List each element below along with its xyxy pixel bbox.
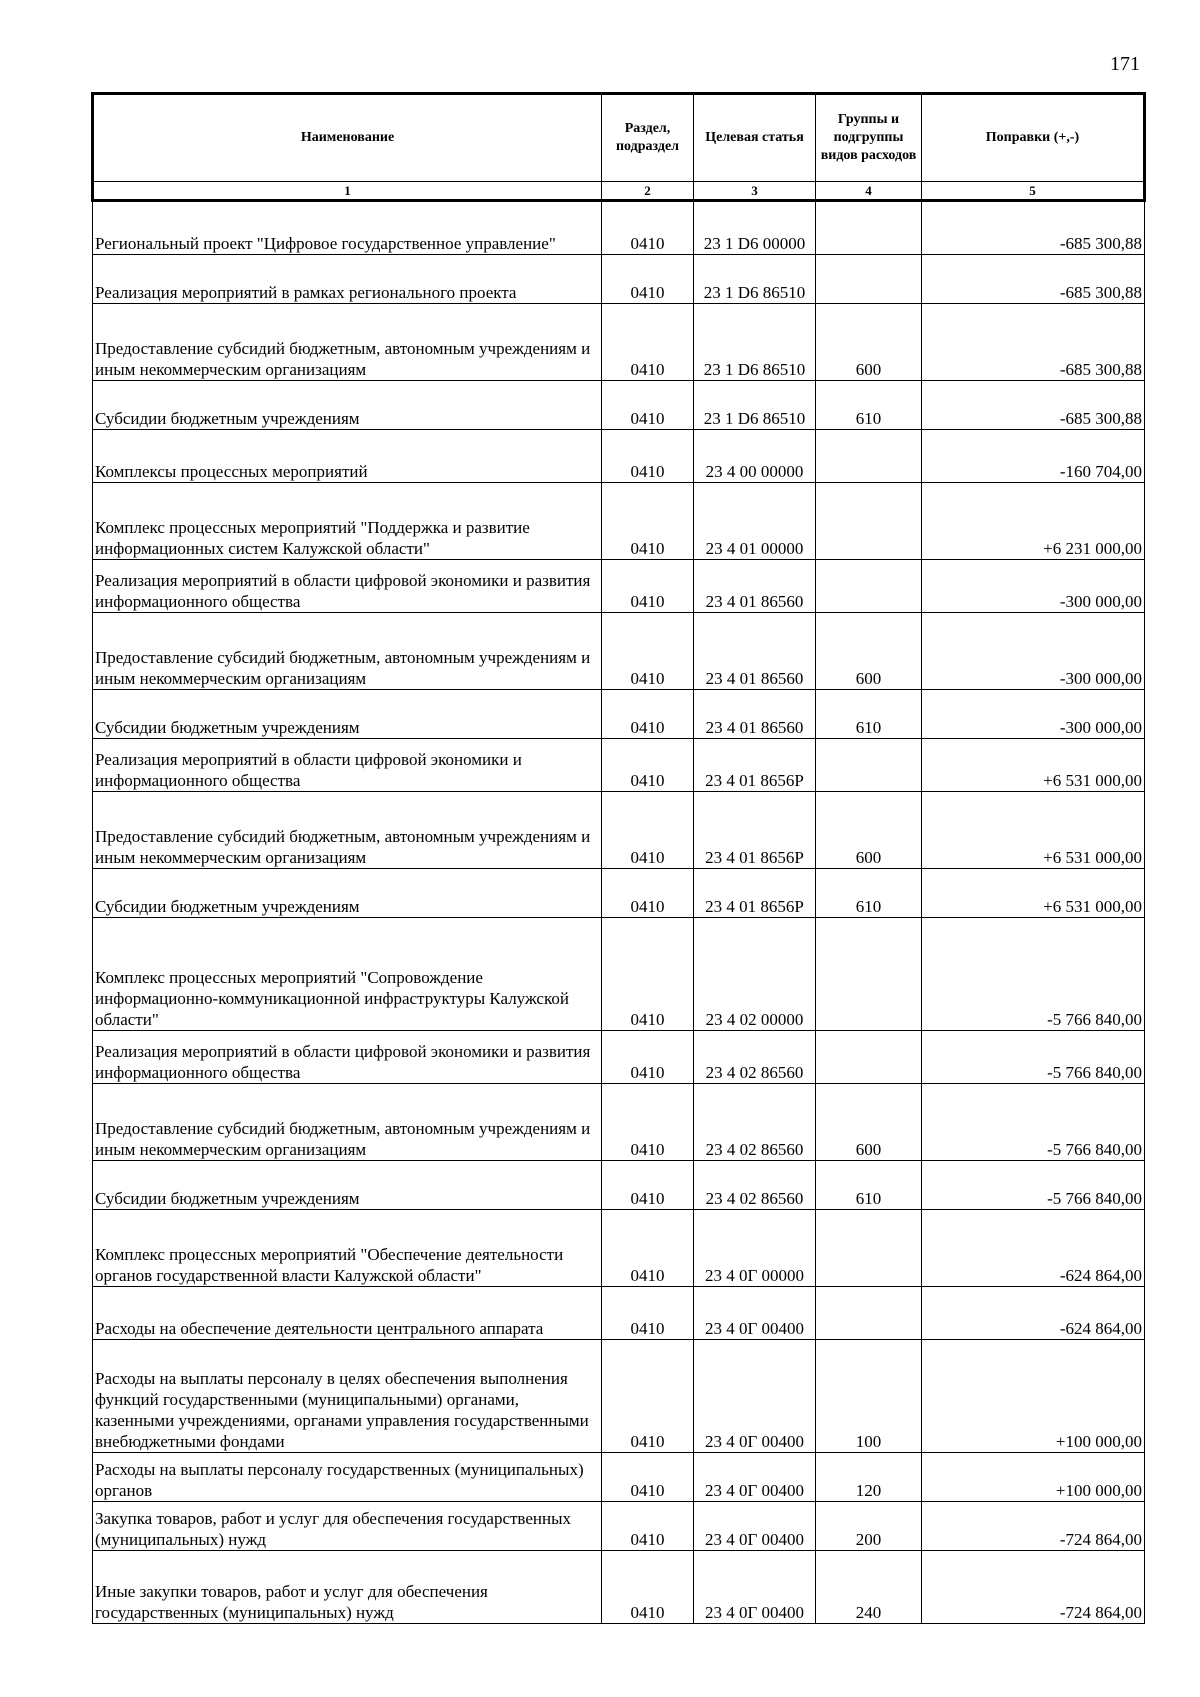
row-group: [816, 739, 922, 792]
row-name: Реализация мероприятий в области цифровой экономики и развития информационного общества: [93, 560, 602, 613]
row-amount: +100 000,00: [922, 1340, 1145, 1453]
table-row: [93, 1210, 1145, 1287]
row-name: Реализация мероприятий в области цифровой экономики и информационного общества: [93, 739, 602, 792]
column-number-row: [93, 182, 1145, 201]
row-section: 0410: [602, 1502, 694, 1551]
table-row: [93, 304, 1145, 381]
row-amount: -624 864,00: [922, 1287, 1145, 1340]
table-row: [93, 1551, 1145, 1624]
row-group: 240: [816, 1551, 922, 1624]
row-name: Предоставление субсидий бюджетным, автономным учреждениям и иным некоммерческим организациям: [93, 304, 602, 381]
row-amount: -5 766 840,00: [922, 918, 1145, 1031]
row-group: 600: [816, 613, 922, 690]
row-amount: -300 000,00: [922, 560, 1145, 613]
column-number: 5: [922, 182, 1145, 201]
table-row: [93, 201, 1145, 255]
table-row: [93, 381, 1145, 430]
budget-amendments-table: [91, 92, 1146, 1624]
row-amount: -160 704,00: [922, 430, 1145, 483]
row-section: 0410: [602, 560, 694, 613]
row-section: 0410: [602, 1161, 694, 1210]
row-article: 23 1 D6 86510: [694, 381, 816, 430]
row-name: Расходы на выплаты персоналу в целях обеспечения выполнения функций государственными (муниципальными) органами, казенными учреждениями, органами управления государственными внебюджетными фондами: [93, 1340, 602, 1453]
table-row: [93, 1161, 1145, 1210]
row-article: 23 4 02 00000: [694, 918, 816, 1031]
row-amount: +100 000,00: [922, 1453, 1145, 1502]
row-amount: -5 766 840,00: [922, 1031, 1145, 1084]
row-article: 23 4 0Г 00400: [694, 1340, 816, 1453]
row-group: 600: [816, 304, 922, 381]
row-group: 600: [816, 792, 922, 869]
row-section: 0410: [602, 690, 694, 739]
row-group: [816, 560, 922, 613]
row-article: 23 4 01 86560: [694, 690, 816, 739]
column-number: 4: [816, 182, 922, 201]
row-amount: -624 864,00: [922, 1210, 1145, 1287]
row-section: 0410: [602, 201, 694, 255]
column-number: 3: [694, 182, 816, 201]
header-section: Раздел, подраздел: [602, 94, 694, 182]
table-row: [93, 1084, 1145, 1161]
row-article: 23 4 0Г 00000: [694, 1210, 816, 1287]
row-section: 0410: [602, 739, 694, 792]
table-row: [93, 792, 1145, 869]
table-row: [93, 1340, 1145, 1453]
table-row: [93, 483, 1145, 560]
row-section: 0410: [602, 304, 694, 381]
column-number: 2: [602, 182, 694, 201]
row-name: Субсидии бюджетным учреждениям: [93, 381, 602, 430]
row-name: Комплекс процессных мероприятий "Поддержка и развитие информационных систем Калужской области": [93, 483, 602, 560]
table-row: [93, 1287, 1145, 1340]
row-name: Региональный проект "Цифровое государственное управление": [93, 201, 602, 255]
row-article: 23 4 01 86560: [694, 560, 816, 613]
table-row: [93, 255, 1145, 304]
row-name: Субсидии бюджетным учреждениям: [93, 690, 602, 739]
row-group: [816, 918, 922, 1031]
row-name: Субсидии бюджетным учреждениям: [93, 869, 602, 918]
row-section: 0410: [602, 1210, 694, 1287]
row-article: 23 4 0Г 00400: [694, 1453, 816, 1502]
row-article: 23 4 01 8656Р: [694, 739, 816, 792]
row-amount: +6 531 000,00: [922, 739, 1145, 792]
table-row: [93, 869, 1145, 918]
row-amount: -300 000,00: [922, 690, 1145, 739]
row-article: 23 1 D6 00000: [694, 201, 816, 255]
row-section: 0410: [602, 1287, 694, 1340]
column-number: 1: [93, 182, 602, 201]
header-article: Целевая статья: [694, 94, 816, 182]
row-group: 610: [816, 869, 922, 918]
row-amount: +6 531 000,00: [922, 869, 1145, 918]
table-row: [93, 430, 1145, 483]
table-row: [93, 1031, 1145, 1084]
row-name: Расходы на обеспечение деятельности центрального аппарата: [93, 1287, 602, 1340]
table-row: [93, 918, 1145, 1031]
table-header-row: [93, 94, 1145, 182]
row-name: Закупка товаров, работ и услуг для обеспечения государственных (муниципальных) нужд: [93, 1502, 602, 1551]
row-amount: +6 231 000,00: [922, 483, 1145, 560]
row-section: 0410: [602, 1340, 694, 1453]
row-group: [816, 483, 922, 560]
row-group: 610: [816, 1161, 922, 1210]
row-name: Предоставление субсидий бюджетным, автономным учреждениям и иным некоммерческим организациям: [93, 792, 602, 869]
row-section: 0410: [602, 1084, 694, 1161]
row-group: 600: [816, 1084, 922, 1161]
table-row: [93, 1453, 1145, 1502]
row-name: Комплекс процессных мероприятий "Обеспечение деятельности органов государственной власти Калужской области": [93, 1210, 602, 1287]
row-group: 610: [816, 381, 922, 430]
row-section: 0410: [602, 381, 694, 430]
row-group: 200: [816, 1502, 922, 1551]
table-row: [93, 560, 1145, 613]
header-amendment: Поправки (+,-): [922, 94, 1145, 182]
row-group: 100: [816, 1340, 922, 1453]
row-section: 0410: [602, 918, 694, 1031]
row-section: 0410: [602, 483, 694, 560]
row-section: 0410: [602, 792, 694, 869]
row-name: Комплексы процессных мероприятий: [93, 430, 602, 483]
row-section: 0410: [602, 1031, 694, 1084]
row-name: Комплекс процессных мероприятий "Сопровождение информационно-коммуникационной инфраструктуры Калужской области": [93, 918, 602, 1031]
row-group: [816, 1210, 922, 1287]
row-group: 610: [816, 690, 922, 739]
row-amount: -724 864,00: [922, 1502, 1145, 1551]
row-amount: -685 300,88: [922, 381, 1145, 430]
row-group: [816, 255, 922, 304]
row-amount: -300 000,00: [922, 613, 1145, 690]
row-article: 23 1 D6 86510: [694, 304, 816, 381]
row-section: 0410: [602, 430, 694, 483]
row-name: Предоставление субсидий бюджетным, автономным учреждениям и иным некоммерческим организациям: [93, 1084, 602, 1161]
table-row: [93, 690, 1145, 739]
table-row: [93, 1502, 1145, 1551]
row-name: Расходы на выплаты персоналу государственных (муниципальных) органов: [93, 1453, 602, 1502]
row-amount: -685 300,88: [922, 304, 1145, 381]
row-article: 23 4 02 86560: [694, 1031, 816, 1084]
row-group: [816, 201, 922, 255]
row-group: [816, 1031, 922, 1084]
row-amount: -5 766 840,00: [922, 1161, 1145, 1210]
row-amount: -685 300,88: [922, 255, 1145, 304]
row-name: Субсидии бюджетным учреждениям: [93, 1161, 602, 1210]
row-amount: -5 766 840,00: [922, 1084, 1145, 1161]
row-article: 23 4 0Г 00400: [694, 1502, 816, 1551]
row-article: 23 4 0Г 00400: [694, 1551, 816, 1624]
row-article: 23 4 02 86560: [694, 1084, 816, 1161]
row-name: Реализация мероприятий в области цифровой экономики и развития информационного общества: [93, 1031, 602, 1084]
row-article: 23 1 D6 86510: [694, 255, 816, 304]
row-article: 23 4 02 86560: [694, 1161, 816, 1210]
row-name: Предоставление субсидий бюджетным, автономным учреждениям и иным некоммерческим организациям: [93, 613, 602, 690]
row-amount: -685 300,88: [922, 201, 1145, 255]
row-article: 23 4 01 8656Р: [694, 869, 816, 918]
row-amount: +6 531 000,00: [922, 792, 1145, 869]
row-section: 0410: [602, 869, 694, 918]
row-section: 0410: [602, 613, 694, 690]
row-article: 23 4 01 00000: [694, 483, 816, 560]
row-section: 0410: [602, 1551, 694, 1624]
table-row: [93, 613, 1145, 690]
row-article: 23 4 01 86560: [694, 613, 816, 690]
row-article: 23 4 00 00000: [694, 430, 816, 483]
table-row: [93, 739, 1145, 792]
header-name: Наименование: [93, 94, 602, 182]
row-section: 0410: [602, 255, 694, 304]
row-section: 0410: [602, 1453, 694, 1502]
header-group: Группы и подгруппы видов расходов: [816, 94, 922, 182]
page-number: 171: [1110, 53, 1140, 75]
row-article: 23 4 0Г 00400: [694, 1287, 816, 1340]
row-name: Реализация мероприятий в рамках регионального проекта: [93, 255, 602, 304]
row-name: Иные закупки товаров, работ и услуг для обеспечения государственных (муниципальных) нужд: [93, 1551, 602, 1624]
row-group: [816, 1287, 922, 1340]
row-group: 120: [816, 1453, 922, 1502]
row-article: 23 4 01 8656Р: [694, 792, 816, 869]
row-amount: -724 864,00: [922, 1551, 1145, 1624]
row-group: [816, 430, 922, 483]
